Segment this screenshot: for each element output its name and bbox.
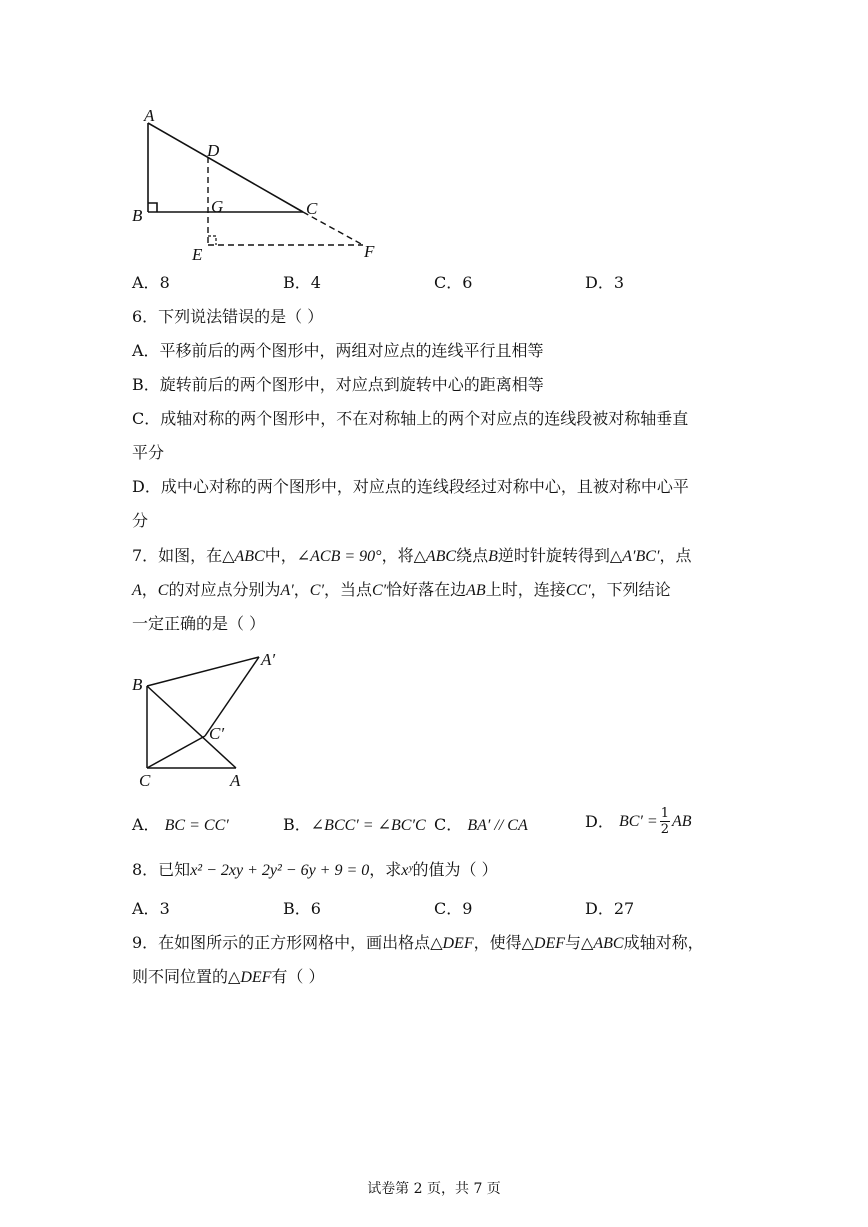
option-letter: B． (283, 899, 311, 918)
label-a: A (144, 106, 155, 125)
math: △DEF (228, 969, 272, 986)
text: 上时，连接 (485, 580, 566, 599)
option-letter: C． (434, 815, 463, 834)
label-b: B (132, 675, 143, 694)
text: ，下列结论 (590, 580, 671, 599)
label-c-prime: C′ (209, 724, 225, 743)
label-c: C (306, 199, 318, 218)
q6-option-d-line2: 分 (132, 511, 149, 530)
q7-stem-line2 (132, 580, 671, 601)
math: △A′BC′ (609, 548, 660, 565)
q6-option-b: B．旋转前后的两个图形中，对应点到旋转中心的距离相等 (132, 375, 544, 394)
option-letter: D． (585, 811, 614, 831)
right-angle-mark-e (208, 236, 216, 245)
text: 中， (264, 546, 297, 565)
label-e: E (192, 245, 203, 264)
text: 7．如图，在 (132, 546, 223, 565)
option-letter: C． (434, 899, 463, 918)
text: 恰好落在边 (386, 580, 467, 599)
figure-rotated-triangle (120, 640, 290, 800)
text: 的对应点分别为 (168, 580, 281, 599)
segment-cc-prime (147, 736, 205, 768)
text: 与 (565, 933, 582, 952)
q5-option-d (585, 273, 624, 293)
option-text: BC′ = (618, 812, 658, 830)
text: ，使得 (473, 933, 522, 952)
option-text: 27 (613, 899, 635, 918)
page-footer: 试卷第 2 页，共 7 页 (367, 1181, 501, 1197)
text: 有（ ） (271, 967, 325, 986)
math: AB (466, 582, 486, 599)
option-text: ∠BCC′ = ∠BC′C (310, 817, 426, 834)
option-text: 9 (462, 899, 473, 918)
text: ，求 (369, 860, 402, 879)
option-text: 6 (310, 899, 321, 918)
math: △ABC (581, 935, 624, 952)
q8-option-c (434, 899, 472, 919)
math: C′ (309, 582, 324, 599)
text: 绕点 (456, 546, 489, 565)
q7-option-d (585, 806, 692, 846)
label-a: A (230, 771, 241, 790)
text: 成轴对称， (623, 933, 704, 952)
text: ，当点 (323, 580, 372, 599)
math: △DEF (430, 935, 474, 952)
fraction-one-half (660, 806, 670, 837)
q6-option-c-line2: 平分 (132, 443, 165, 462)
q8-option-d (585, 899, 634, 919)
option-letter: C． (434, 273, 463, 292)
math: △DEF (521, 935, 566, 952)
label-a-prime: A′ (261, 650, 276, 669)
text: 逆时针旋转得到 (497, 546, 610, 565)
option-letter: A． (132, 815, 160, 834)
label-g: G (211, 197, 224, 216)
option-letter: B． (283, 815, 311, 834)
q7-stem-line1 (132, 546, 691, 567)
figure-triangle-abc-def (120, 100, 400, 270)
text: ，点 (659, 546, 692, 565)
option-letter: D． (585, 273, 614, 292)
text: 8．已知 (132, 860, 191, 879)
option-text: AB (671, 812, 692, 830)
q5-option-c (434, 273, 472, 293)
q7-option-c (434, 815, 528, 836)
q9-stem-line1 (132, 933, 704, 954)
math: x² − 2xy + 2y² − 6y + 9 = 0 (190, 862, 370, 879)
option-text: 4 (310, 273, 321, 292)
math: △ABC (222, 548, 265, 565)
math: △ABC (413, 548, 457, 565)
math: A′ (280, 582, 294, 599)
option-letter: B． (283, 273, 311, 292)
math: A (132, 582, 142, 599)
q6-option-d-line1: D．成中心对称的两个图形中，对应点的连线段经过对称中心，且被对称中心平 (132, 477, 689, 496)
option-letter: A． (132, 273, 160, 292)
label-f: F (364, 242, 375, 261)
q5-option-a (132, 273, 170, 293)
q9-stem-line2 (132, 967, 325, 988)
fraction-denominator: 2 (660, 822, 669, 837)
q7-option-a (132, 815, 229, 836)
math: B (488, 548, 498, 565)
option-text: 3 (613, 273, 625, 292)
q6-stem: 6．下列说法错误的是（ ） (132, 307, 324, 326)
text: 9．在如图所示的正方形网格中，画出格点 (132, 933, 431, 952)
fraction-numerator: 1 (660, 806, 669, 821)
text: ， (293, 580, 310, 599)
option-text: 6 (462, 273, 473, 292)
segment-ac (148, 123, 303, 212)
q8-option-a (132, 899, 170, 919)
option-letter: A． (132, 899, 160, 918)
text: ，将 (381, 546, 414, 565)
math: xʸ (401, 862, 413, 879)
text: ， (141, 580, 158, 599)
label-c: C (139, 771, 151, 790)
math: ∠ACB = 90° (296, 548, 382, 565)
label-b: B (132, 206, 143, 225)
q8-option-b (283, 899, 321, 919)
q8-stem (132, 860, 498, 881)
q6-option-c-line1: C．成轴对称的两个图形中，不在对称轴上的两个对应点的连线段被对称轴垂直 (132, 409, 689, 428)
q5-option-b (283, 273, 321, 293)
option-text: 8 (159, 273, 170, 292)
right-angle-mark-b (148, 203, 157, 212)
label-d: D (207, 141, 220, 160)
option-text: BA′ // CA (467, 817, 528, 834)
option-text: 3 (159, 899, 170, 918)
q6-option-a: A．平移前后的两个图形中，两组对应点的连线平行且相等 (132, 341, 544, 360)
q7-option-b (283, 815, 426, 836)
option-text: BC = CC′ (164, 817, 229, 834)
math: C (157, 582, 169, 599)
math: CC′ (565, 582, 591, 599)
q7-stem-line3: 一定正确的是（ ） (132, 614, 266, 633)
text: 则不同位置的 (132, 967, 229, 986)
text: 的值为（ ） (412, 860, 498, 879)
math: C′ (371, 582, 387, 599)
option-letter: D． (585, 899, 614, 918)
